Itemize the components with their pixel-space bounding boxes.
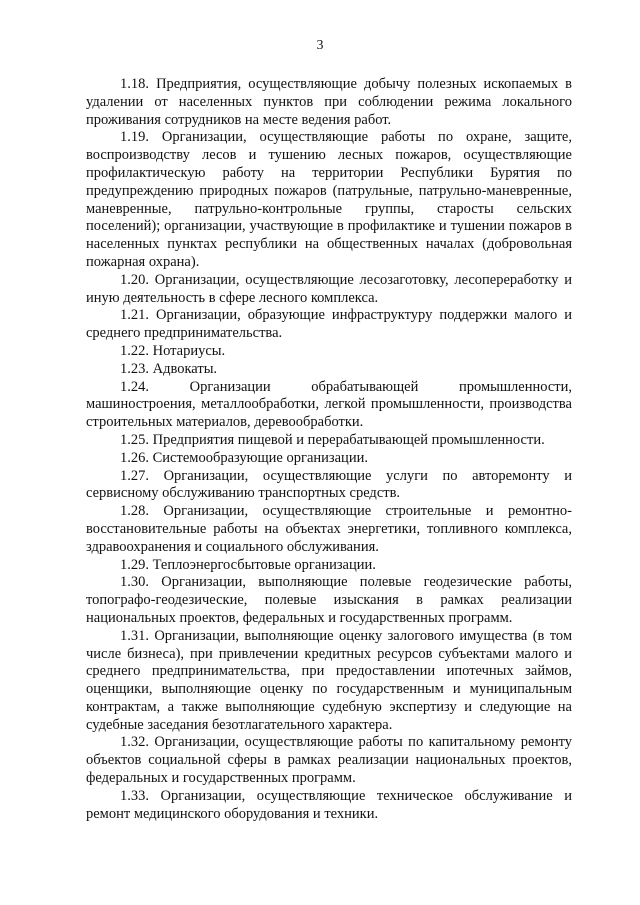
document-body bbox=[86, 76, 572, 823]
paragraph-1-24: 1.24. Организации обрабатывающей промышленности, машиностроения, металлообработки, легкой промышленности, производства строительных материалов, деревообработки. bbox=[86, 378, 572, 431]
paragraph-1-23: 1.23. Адвокаты. bbox=[120, 360, 218, 377]
paragraph-1-33: 1.33. Организации, осуществляющие техническое обслуживание и ремонт медицинского оборудования и техники. bbox=[86, 787, 572, 822]
paragraph-1-20: 1.20. Организации, осуществляющие лесозаготовку, лесопереработку и иную деятельность в сфере лесного комплекса. bbox=[86, 271, 572, 306]
paragraph-1-18: 1.18. Предприятия, осуществляющие добычу полезных ископаемых в удалении от населенных пунктов при соблюдении режима локального проживания сотрудников на месте ведения работ. bbox=[86, 76, 572, 128]
paragraph-1-28: 1.28. Организации, осуществляющие строительные и ремонтно-восстановительные работы на объектах энергетики, топливного комплекса, здравоохранения и социального обслуживания. bbox=[86, 503, 572, 555]
paragraph-1-30: 1.30. Организации, выполняющие полевые геодезические работы, топографо-геодезические, полевые изыскания в рамках реализации национальных проектов, федеральных и государственных программ. bbox=[86, 574, 572, 626]
page-number: 3 bbox=[316, 38, 324, 53]
paragraph-1-22: 1.22. Нотариусы. bbox=[120, 342, 226, 359]
paragraph-1-26: 1.26. Системообразующие организации. bbox=[120, 449, 368, 466]
paragraph-1-31: 1.31. Организации, выполняющие оценку залогового имущества (в том числе бизнеса), при привлечении кредитных ресурсов субъектами малого и среднего предпринимательства, при предоставлении ипотечных займов, оценщики, выполняющие оценку по государственным и муниципальным контрактам, а также выполняющие судебную экспертизу и следующие на судебные заседания безотлагательного характера. bbox=[86, 627, 572, 733]
paragraph-1-29: 1.29. Теплоэнергосбытовые организации. bbox=[120, 556, 376, 573]
paragraph-1-21: 1.21. Организации, образующие инфраструктуру поддержки малого и среднего предпринимательства. bbox=[86, 307, 572, 342]
paragraph-1-19: 1.19. Организации, осуществляющие работы по охране, защите, воспроизводству лесов и тушению лесных пожаров, осуществляющие профилактическую работу на территории Республики Бурятия по предупреждению природных пожаров (патрульные, патрульно-маневренные, маневренные, патрульно-контрольные группы, старосты сельских поселений); организации, участвующие в профилактике и тушении пожаров в населенных пунктах республики на общественных началах (добровольная пожарная охрана). bbox=[86, 129, 572, 270]
paragraph-1-32: 1.32. Организации, осуществляющие работы по капитальному ремонту объектов социальной сферы в рамках реализации национальных проектов, федеральных и государственных программ. bbox=[86, 734, 572, 787]
paragraph-1-25: 1.25. Предприятия пищевой и перерабатывающей промышленности. bbox=[120, 431, 545, 448]
paragraph-1-27: 1.27. Организации, осуществляющие услуги по авторемонту и сервисному обслуживанию транспортных средств. bbox=[86, 467, 572, 502]
